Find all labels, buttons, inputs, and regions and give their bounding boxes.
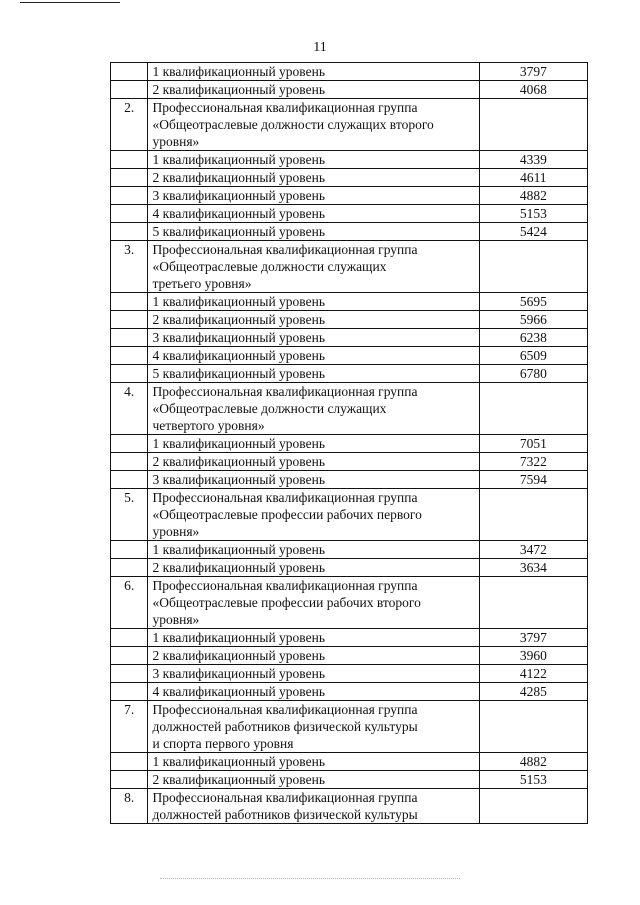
salary-value: 5153 xyxy=(479,771,587,789)
level-row xyxy=(111,665,588,683)
row-number xyxy=(111,151,148,169)
salary-table-body xyxy=(111,63,588,824)
salary-value: 6238 xyxy=(479,329,587,347)
level-name: 3 квалификационный уровень xyxy=(148,471,479,489)
salary-table xyxy=(110,62,588,824)
row-number xyxy=(111,647,148,665)
group-name-line: уровня» xyxy=(152,134,200,149)
salary-value: 6780 xyxy=(479,365,587,383)
level-name: 3 квалификационный уровень xyxy=(148,187,479,205)
level-name: 2 квалификационный уровень xyxy=(148,81,479,99)
group-row xyxy=(111,241,588,293)
salary-value: 4611 xyxy=(479,169,587,187)
level-name: 2 квалификационный уровень xyxy=(148,647,479,665)
row-number: 8. xyxy=(111,789,148,824)
salary-value: 4068 xyxy=(479,81,587,99)
level-row xyxy=(111,471,588,489)
salary-value: 4882 xyxy=(479,187,587,205)
level-row xyxy=(111,629,588,647)
group-name-line: «Общеотраслевые должности служащих второго xyxy=(152,117,434,132)
group-name-line: Профессиональная квалификационная группа xyxy=(152,702,418,717)
group-name-line: Профессиональная квалификационная группа xyxy=(152,578,418,593)
group-name xyxy=(148,241,479,293)
group-name-line: Профессиональная квалификационная группа xyxy=(152,100,418,115)
bottom-rule xyxy=(160,878,460,879)
row-number xyxy=(111,435,148,453)
salary-value: 5695 xyxy=(479,293,587,311)
group-name-line: «Общеотраслевые должности служащих xyxy=(152,401,387,416)
row-number xyxy=(111,771,148,789)
level-name: 2 квалификационный уровень xyxy=(148,559,479,577)
row-number xyxy=(111,453,148,471)
level-row xyxy=(111,63,588,81)
level-name: 5 квалификационный уровень xyxy=(148,365,479,383)
level-row xyxy=(111,187,588,205)
row-number xyxy=(111,559,148,577)
group-name-line: уровня» xyxy=(152,612,200,627)
row-number: 5. xyxy=(111,489,148,541)
salary-value: 3960 xyxy=(479,647,587,665)
group-name-line: «Общеотраслевые профессии рабочих второго xyxy=(152,595,421,610)
group-name xyxy=(148,577,479,629)
level-row xyxy=(111,347,588,365)
salary-value: 5966 xyxy=(479,311,587,329)
salary-value: 3797 xyxy=(479,63,587,81)
group-row xyxy=(111,489,588,541)
level-name: 3 квалификационный уровень xyxy=(148,329,479,347)
level-row xyxy=(111,365,588,383)
row-number: 6. xyxy=(111,577,148,629)
level-name: 1 квалификационный уровень xyxy=(148,435,479,453)
level-row xyxy=(111,647,588,665)
level-row xyxy=(111,205,588,223)
level-name: 1 квалификационный уровень xyxy=(148,63,479,81)
level-name: 2 квалификационный уровень xyxy=(148,771,479,789)
row-number xyxy=(111,187,148,205)
level-name: 1 квалификационный уровень xyxy=(148,541,479,559)
row-number xyxy=(111,311,148,329)
level-row xyxy=(111,435,588,453)
level-row xyxy=(111,169,588,187)
row-number xyxy=(111,683,148,701)
group-name-line: третьего уровня» xyxy=(152,276,252,291)
group-row xyxy=(111,383,588,435)
group-name-line: Профессиональная квалификационная группа xyxy=(152,242,418,257)
level-row xyxy=(111,683,588,701)
group-name-line: должностей работников физической культуры xyxy=(152,807,418,822)
row-number xyxy=(111,329,148,347)
salary-value xyxy=(479,99,587,151)
row-number: 2. xyxy=(111,99,148,151)
row-number xyxy=(111,293,148,311)
salary-value xyxy=(479,701,587,753)
level-name: 2 квалификационный уровень xyxy=(148,169,479,187)
level-row xyxy=(111,753,588,771)
level-row xyxy=(111,771,588,789)
salary-value: 3634 xyxy=(479,559,587,577)
level-row xyxy=(111,453,588,471)
level-row xyxy=(111,81,588,99)
level-name: 1 квалификационный уровень xyxy=(148,629,479,647)
salary-value: 4882 xyxy=(479,753,587,771)
salary-value: 5153 xyxy=(479,205,587,223)
level-row xyxy=(111,541,588,559)
salary-value xyxy=(479,241,587,293)
row-number xyxy=(111,629,148,647)
salary-value: 4285 xyxy=(479,683,587,701)
row-number xyxy=(111,205,148,223)
row-number xyxy=(111,471,148,489)
row-number xyxy=(111,665,148,683)
row-number: 4. xyxy=(111,383,148,435)
salary-value xyxy=(479,383,587,435)
level-row xyxy=(111,223,588,241)
group-name-line: и спорта первого уровня xyxy=(152,736,294,751)
row-number xyxy=(111,753,148,771)
level-name: 4 квалификационный уровень xyxy=(148,347,479,365)
level-name: 3 квалификационный уровень xyxy=(148,665,479,683)
salary-value: 5424 xyxy=(479,223,587,241)
level-name: 4 квалификационный уровень xyxy=(148,205,479,223)
row-number: 7. xyxy=(111,701,148,753)
level-name: 2 квалификационный уровень xyxy=(148,311,479,329)
level-row xyxy=(111,559,588,577)
level-name: 2 квалификационный уровень xyxy=(148,453,479,471)
level-name: 5 квалификационный уровень xyxy=(148,223,479,241)
group-row xyxy=(111,99,588,151)
group-name-line: Профессиональная квалификационная группа xyxy=(152,490,418,505)
group-name-line: четвертого уровня» xyxy=(152,418,265,433)
salary-value xyxy=(479,577,587,629)
group-name-line: Профессиональная квалификационная группа xyxy=(152,384,418,399)
salary-value xyxy=(479,489,587,541)
group-name-line: уровня» xyxy=(152,524,200,539)
salary-value: 3797 xyxy=(479,629,587,647)
row-number xyxy=(111,81,148,99)
level-name: 1 квалификационный уровень xyxy=(148,293,479,311)
row-number xyxy=(111,541,148,559)
salary-value: 4339 xyxy=(479,151,587,169)
salary-value: 7322 xyxy=(479,453,587,471)
row-number xyxy=(111,365,148,383)
row-number xyxy=(111,223,148,241)
page-number: 11 xyxy=(313,40,327,55)
level-row xyxy=(111,293,588,311)
group-name xyxy=(148,789,479,824)
level-row xyxy=(111,311,588,329)
level-name: 4 квалификационный уровень xyxy=(148,683,479,701)
row-number: 3. xyxy=(111,241,148,293)
group-name xyxy=(148,489,479,541)
row-number xyxy=(111,63,148,81)
top-rule xyxy=(20,2,120,3)
group-name-line: «Общеотраслевые должности служащих xyxy=(152,259,387,274)
row-number xyxy=(111,169,148,187)
group-name xyxy=(148,99,479,151)
salary-value: 7051 xyxy=(479,435,587,453)
level-name: 1 квалификационный уровень xyxy=(148,151,479,169)
salary-value: 7594 xyxy=(479,471,587,489)
group-row xyxy=(111,789,588,824)
group-row xyxy=(111,577,588,629)
salary-value: 4122 xyxy=(479,665,587,683)
salary-value: 6509 xyxy=(479,347,587,365)
group-name-line: «Общеотраслевые профессии рабочих первого xyxy=(152,507,422,522)
group-name-line: должностей работников физической культуры xyxy=(152,719,418,734)
row-number xyxy=(111,347,148,365)
group-row xyxy=(111,701,588,753)
group-name-line: Профессиональная квалификационная группа xyxy=(152,790,418,805)
salary-value xyxy=(479,789,587,824)
level-row xyxy=(111,329,588,347)
level-name: 1 квалификационный уровень xyxy=(148,753,479,771)
group-name xyxy=(148,701,479,753)
level-row xyxy=(111,151,588,169)
salary-value: 3472 xyxy=(479,541,587,559)
group-name xyxy=(148,383,479,435)
